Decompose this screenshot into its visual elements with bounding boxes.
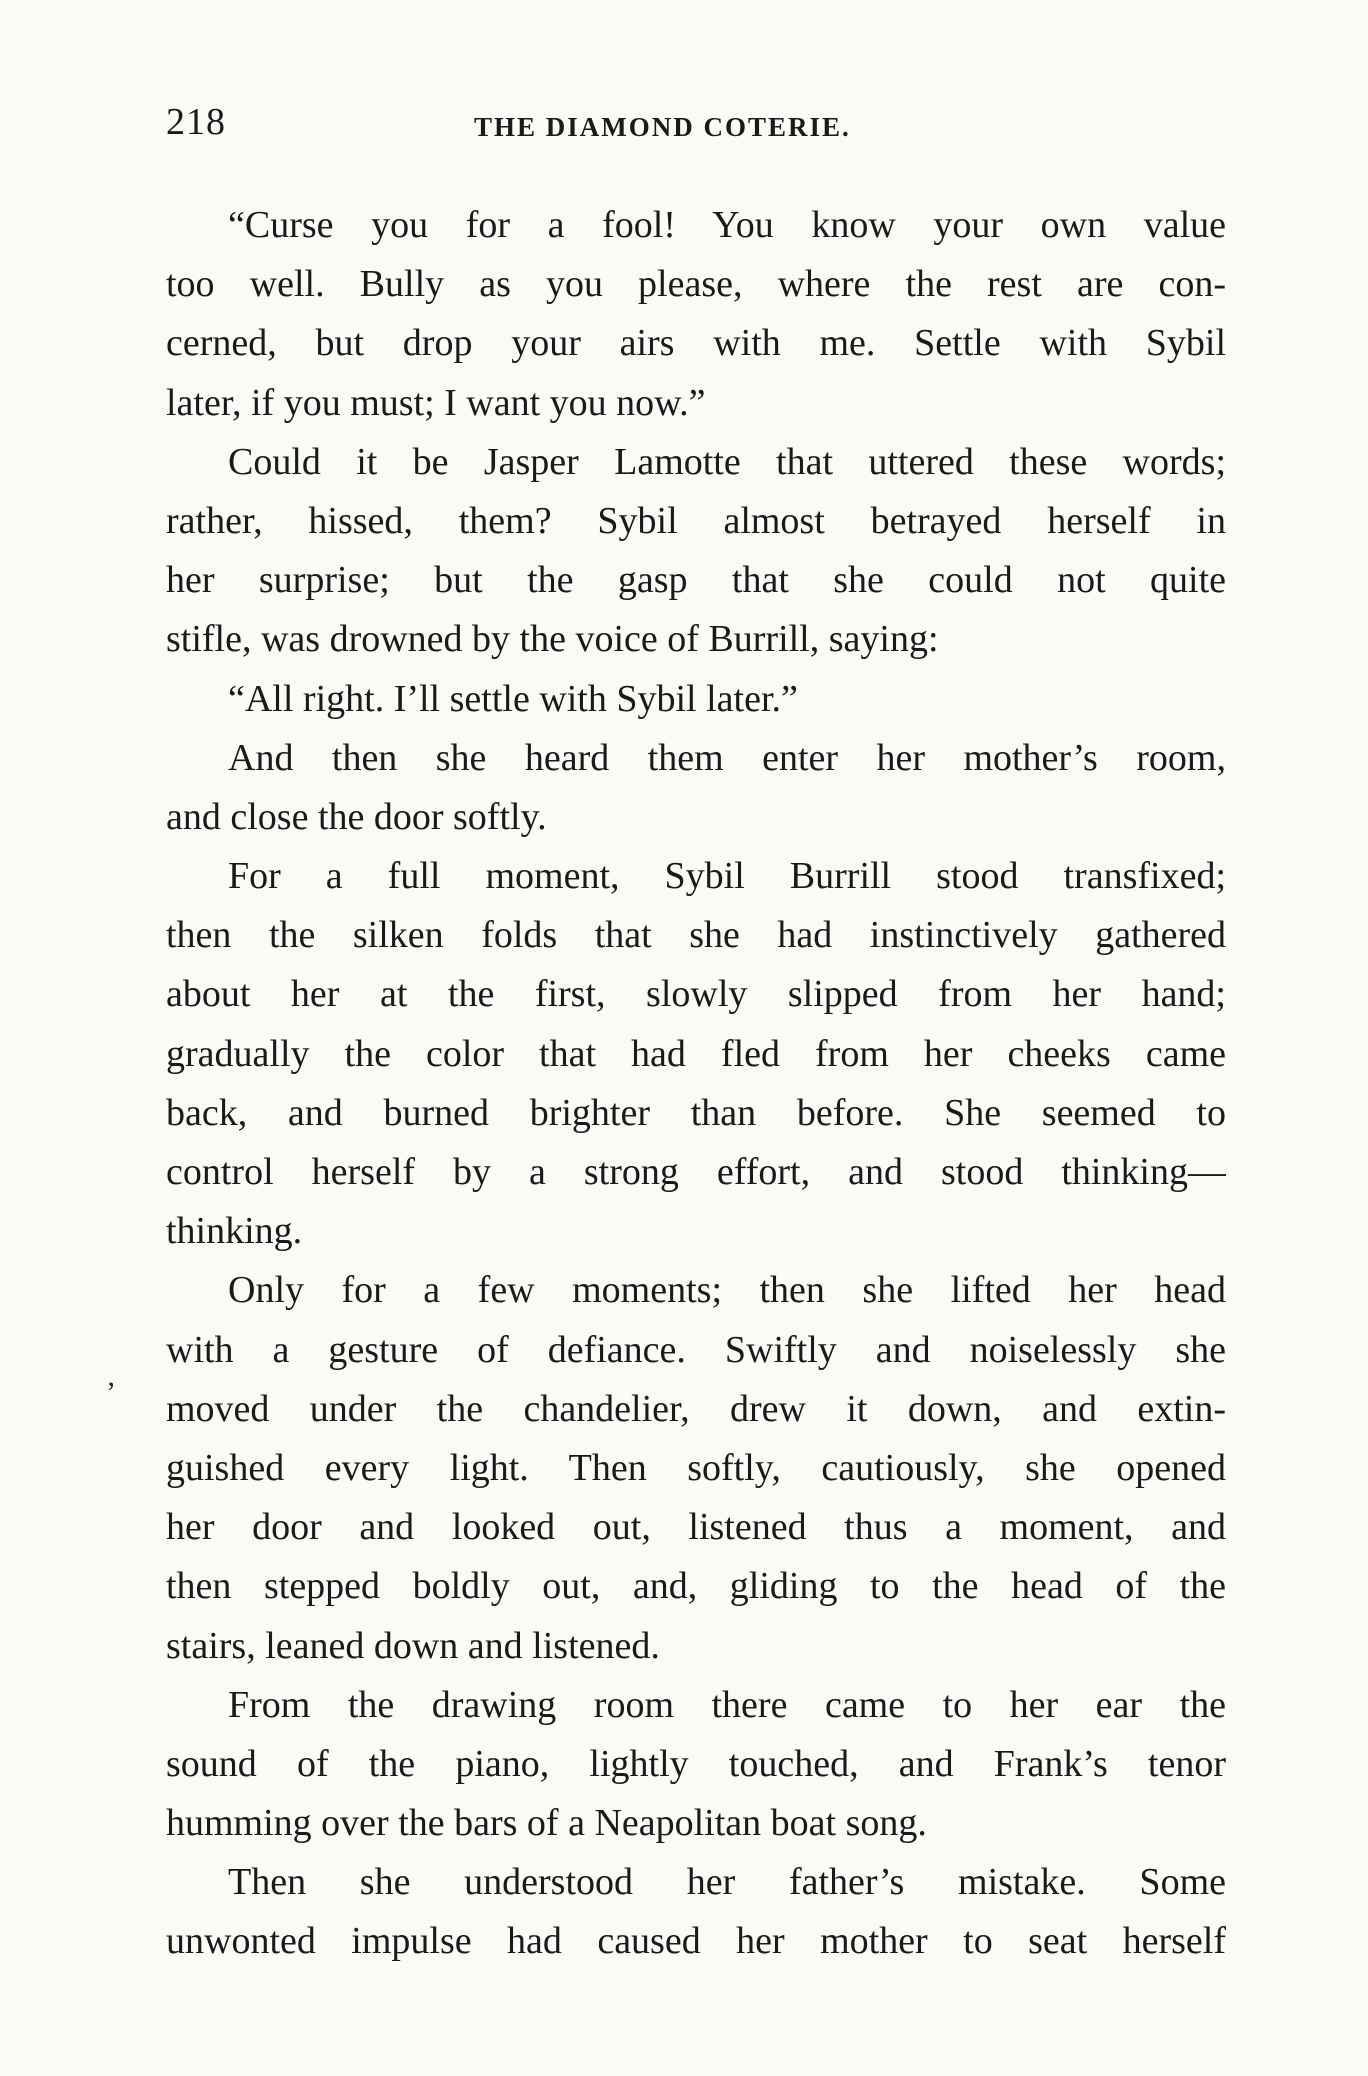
text-line: then stepped boldly out, and, gliding to the head of the bbox=[166, 1565, 1226, 1608]
text-line: Could it be Jasper Lamotte that uttered these words; bbox=[228, 440, 1226, 483]
text-line: sound of the piano, lightly touched, and Frank’s tenor bbox=[166, 1742, 1226, 1785]
text-line: humming over the bars of a Neapolitan boat song. bbox=[166, 1802, 927, 1845]
text-line: with a gesture of defiance. Swiftly and noiselessly she bbox=[166, 1328, 1226, 1371]
text-line: rather, hissed, them? Sybil almost betrayed herself in bbox=[166, 499, 1226, 542]
text-line: too well. Bully as you please, where the rest are con- bbox=[166, 263, 1226, 306]
text-line: gradually the color that had fled from her cheeks came bbox=[166, 1032, 1226, 1075]
margin-mark: ’ bbox=[106, 1376, 116, 1409]
text-line: stifle, was drowned by the voice of Burrill, saying: bbox=[166, 618, 939, 661]
text-line: Only for a few moments; then she lifted her head bbox=[228, 1269, 1226, 1312]
page-number: 218 bbox=[166, 101, 226, 143]
text-line: moved under the chandelier, drew it down, and extin- bbox=[166, 1387, 1226, 1430]
text-line: stairs, leaned down and listened. bbox=[166, 1624, 660, 1667]
text-line: And then she heard them enter her mother’s room, bbox=[228, 736, 1226, 779]
text-line: guished every light. Then softly, cautiously, she opened bbox=[166, 1446, 1226, 1489]
running-head: THE DIAMOND COTERIE. bbox=[474, 112, 851, 142]
text-line: back, and burned brighter than before. She seemed to bbox=[166, 1091, 1226, 1134]
text-line: her surprise; but the gasp that she could not quite bbox=[166, 559, 1226, 602]
text-line: “All right. I’ll settle with Sybil later.” bbox=[228, 677, 798, 720]
text-line: Then she understood her father’s mistake. Some bbox=[228, 1861, 1226, 1904]
text-line: then the silken folds that she had instinctively gathered bbox=[166, 914, 1226, 957]
text-line: and close the door softly. bbox=[166, 795, 547, 838]
text-line: control herself by a strong effort, and stood thinking— bbox=[166, 1151, 1226, 1193]
text-line: For a full moment, Sybil Burrill stood transfixed; bbox=[228, 855, 1226, 898]
page-header bbox=[166, 100, 1226, 160]
text-line: thinking. bbox=[166, 1210, 303, 1253]
text-line: From the drawing room there came to her ear the bbox=[228, 1683, 1226, 1726]
body-text bbox=[166, 196, 1226, 1972]
text-line: unwonted impulse had caused her mother to seat herself bbox=[166, 1920, 1226, 1963]
text-line: about her at the first, slowly slipped from her hand; bbox=[166, 973, 1226, 1016]
text-line: her door and looked out, listened thus a moment, and bbox=[166, 1506, 1226, 1549]
text-line: later, if you must; I want you now.” bbox=[166, 381, 706, 424]
text-line: cerned, but drop your airs with me. Settle with Sybil bbox=[166, 322, 1226, 365]
text-line: “Curse you for a fool! You know your own value bbox=[228, 204, 1226, 246]
